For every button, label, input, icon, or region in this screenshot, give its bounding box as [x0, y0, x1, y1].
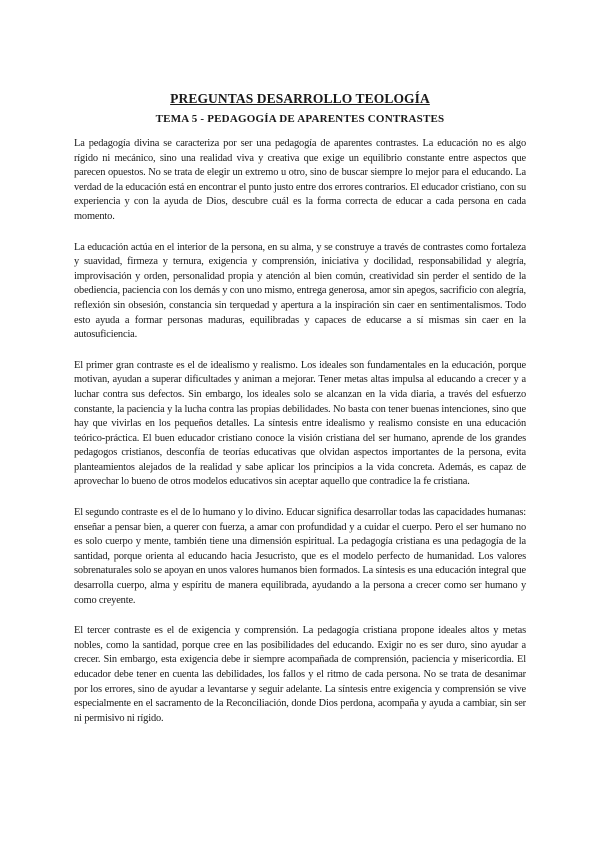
- document-subtitle: TEMA 5 - PEDAGOGÍA DE APARENTES CONTRASTES: [155, 113, 445, 125]
- paragraph-contrasts: La educación actúa en el interior de la persona, en su alma, y se construye a través de contrastes como fortaleza y suavidad, firmeza y ternura, exigencia y comprensión, iniciativa y docilidad, responsabilidad y alegría, improvisación y orden, personalidad propia y atención al bien común, creatividad sin perder el sentido de la obediencia, paciencia con los demás y con uno mismo, entrega generosa, amor sin apegos, sacrificio con alegría, reflexión sin obsesión, constancia sin terquedad y apertura a la inspiración sin caer en sentimentalismos. Todo esto ayuda a formar personas maduras, equilibradas y capaces de educarse a sí mismas sin caer en la autosuficiencia.: [74, 241, 526, 341]
- document-title: PREGUNTAS DESARROLLO TEOLOGÍA: [170, 91, 430, 106]
- paragraph-human-divine: El segundo contraste es el de lo humano y lo divino. Educar significa desarrollar todas las capacidades humanas: enseñar a pensar bien, a querer con fuerza, a amar con profundidad y a cuidar el cuerpo. Pero el ser humano no es solo cuerpo y mente, también tiene una dimensión espiritual. La pedagogía cristiana es una pedagogía de la santidad, porque orienta al educando hacia Jesucristo, que es el modelo perfecto de humanidad. Los valores sobrenaturales solo se apoyan en unos valores humanos bien formados. La síntesis es una educación integral que desarrolla cuerpo, alma y espíritu de manera equilibrada, ayudando a la persona a crecer como ser humano y como creyente.: [74, 507, 526, 606]
- paragraph-idealism-realism: El primer gran contraste es el de idealismo y realismo. Los ideales son fundamentales en la educación, porque motivan, ayudan a superar dificultades y animan a mejorar. Tener metas altas impulsa al educando a crecer y a luchar contra sus defectos. Sin embargo, los ideales solo se alcanzan en la vida diaria, a través del esfuerzo constante, la paciencia y la lucha contra las propias debilidades. No basta con tener buenas intenciones, sino que hay que vivirlas en los pequeños detalles. La síntesis entre idealismo y realismo consiste en una educación teórico-práctica. El buen educador cristiano conoce la visión cristiana del ser humano, aprende de los grandes pedagogos cristianos, desconfía de teorías educativas que olvidan aspectos importantes de la persona, evita planteamientos alejados de la realidad y sabe aplicar los principios a la vida concreta. Además, es capaz de aprovechar lo bueno de otros modelos educativos sin aceptar aquello que contradice la fe cristiana.: [74, 359, 526, 488]
- paragraph-demand-understanding: El tercer contraste es el de exigencia y comprensión. La pedagogía cristiana propone ideales altos y metas nobles, como la santidad, porque cree en las posibilidades del educando. Exigir no es ser duro, sino ayudar a crecer. Sin embargo, esta exigencia debe ir siempre acompañada de comprensión, paciencia y misericordia. El educador debe tener en cuenta las debilidades, los fallos y el ritmo de cada persona. No se trata de desanimar por los errores, sino de ayudar a levantarse y seguir adelante. La síntesis entre exigencia y comprensión se vive especialmente en el sacramento de la Reconciliación, donde Dios perdona, acompaña y ayuda a cambiar, sin ser ni permisivo ni rígido.: [74, 625, 526, 724]
- document-body: [74, 137, 526, 742]
- paragraph-intro: La pedagogía divina se caracteriza por ser una pedagogía de aparentes contrastes. La educación no es algo rígido ni mecánico, sino una realidad viva y creativa que exige un equilibrio constante entre aspectos que parecen opuestos. No se trata de elegir un extremo u otro, sino de buscar siempre lo mejor para el educando. La verdad de la educación está en encontrar el punto justo entre dos errores contrarios. El educador cristiano, con su experiencia y con la ayuda de Dios, descubre cuál es la forma correcta de educar a cada persona en cada momento.: [74, 138, 526, 222]
